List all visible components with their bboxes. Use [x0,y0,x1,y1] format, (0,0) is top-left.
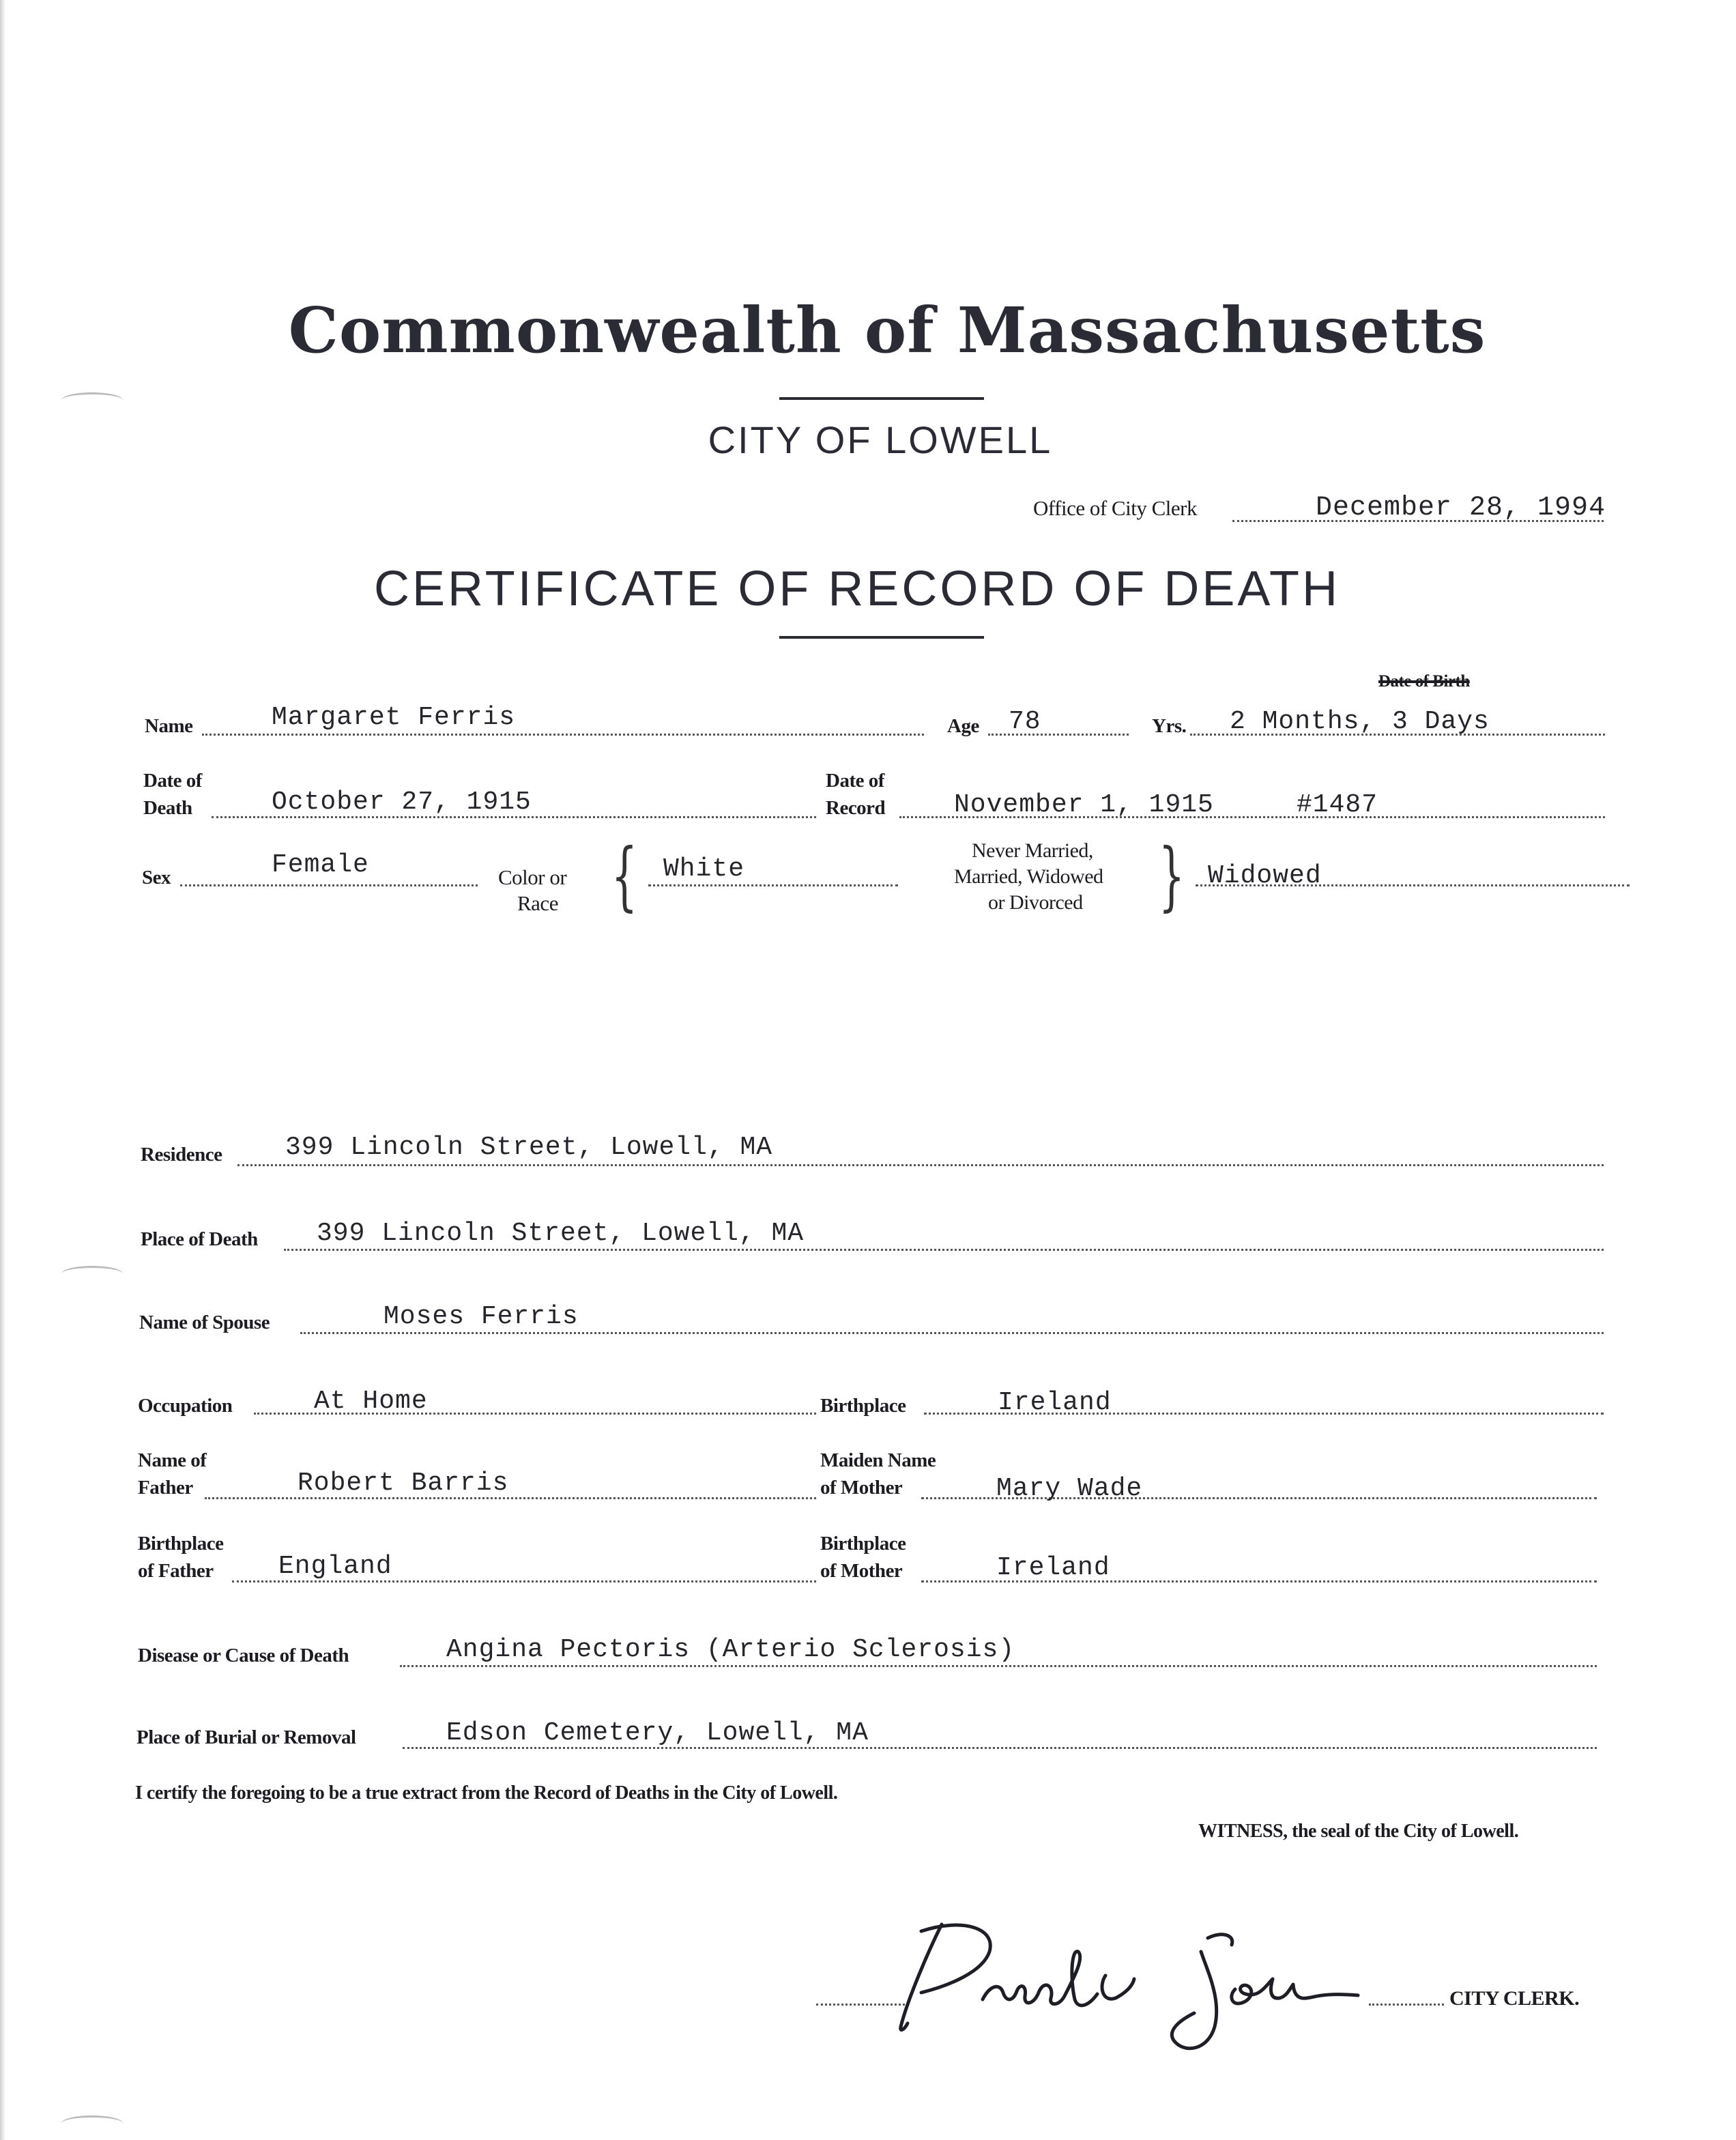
father-birthplace-label-line1: Birthplace [138,1533,224,1555]
mother-birthplace-value: Ireland [996,1553,1110,1582]
age-value: 78 [1009,707,1041,736]
name-value: Margaret Ferris [272,703,516,732]
residence-value: 399 Lincoln Street, Lowell, MA [285,1133,773,1162]
place-of-death-value: 399 Lincoln Street, Lowell, MA [317,1219,805,1248]
residence-label: Residence [141,1144,222,1166]
scan-mark-middle [61,1266,123,1282]
cause-dots [400,1665,1597,1667]
father-birthplace-label-line2: of Father [138,1560,214,1582]
race-brace: { [611,832,638,919]
sex-value: Female [272,850,369,880]
title-rule [779,636,984,639]
scan-mark-bottom [61,2115,123,2131]
office-label: Office of City Clerk [1033,496,1197,520]
death-date-value: October 27, 1915 [272,787,532,817]
header-rule-top [779,397,984,400]
mother-maiden-label-line1: Maiden Name [820,1449,936,1471]
mother-birthplace-label-line1: Birthplace [820,1533,906,1555]
record-date-label-line2: Record [826,797,886,819]
clerk-signature [880,1911,1372,2061]
burial-value: Edson Cemetery, Lowell, MA [446,1718,869,1748]
birthplace-label: Birthplace [820,1395,906,1417]
birthplace-value: Ireland [998,1388,1112,1417]
record-date-label-line1: Date of [826,770,884,792]
city-clerk-label: CITY CLERK. [1449,1987,1580,2010]
spouse-value: Moses Ferris [384,1302,579,1331]
place-of-death-dots [284,1249,1604,1251]
age-label: Age [947,715,979,737]
name-label: Name [145,715,193,737]
mother-maiden-value: Mary Wade [996,1474,1143,1503]
residence-dots [237,1164,1604,1166]
marital-value: Widowed [1208,861,1322,891]
race-label-line1: Color or [498,865,567,889]
scan-mark-top [61,392,123,408]
yrs-label: Yrs. [1152,715,1187,737]
struck-date-of-birth-label: Date of Birth [1378,672,1470,691]
commonwealth-heading: Commonwealth of Massachusetts [288,293,1486,367]
father-birthplace-value: England [278,1552,392,1581]
marital-label-line2: Married, Widowed [954,865,1103,888]
death-date-label-line2: Death [143,797,192,819]
race-dots [648,884,898,886]
sex-label: Sex [142,867,171,888]
mother-maiden-label-line2: of Mother [820,1477,903,1499]
record-number: #1487 [1297,790,1378,820]
sex-dots [180,884,478,886]
death-date-label-line1: Date of [143,770,202,792]
spouse-label: Name of Spouse [139,1312,270,1333]
witness-statement: WITNESS, the seal of the City of Lowell. [1198,1821,1519,1842]
marital-label-line3: or Divorced [988,891,1083,914]
certificate-title: CERTIFICATE OF RECORD OF DEATH [374,562,1341,616]
certify-statement: I certify the foregoing to be a true extract from the Record of Deaths in the City of Lowell. [135,1782,838,1804]
marital-label-line1: Never Married, [972,839,1093,862]
race-label-line2: Race [517,891,558,915]
signature-line-right [1369,2004,1444,2006]
mother-birthplace-label-line2: of Mother [820,1560,903,1582]
spouse-dots [300,1332,1604,1334]
father-label-line2: Father [138,1477,193,1499]
race-value: White [663,854,745,884]
father-dots [205,1497,816,1499]
marital-brace: } [1158,832,1185,919]
office-date: December 28, 1994 [1316,493,1606,523]
burial-label: Place of Burial or Removal [136,1726,356,1748]
record-date-value: November 1, 1915 [954,790,1214,820]
father-label-line1: Name of [138,1449,207,1471]
occupation-label: Occupation [138,1395,233,1417]
name-dots [202,734,924,736]
occupation-value: At Home [314,1387,428,1416]
cause-label: Disease or Cause of Death [138,1645,349,1666]
father-value: Robert Barris [298,1469,509,1498]
yrs-value: 2 Months, 3 Days [1230,707,1490,736]
place-of-death-label: Place of Death [141,1228,258,1250]
city-heading: CITY OF LOWELL [708,418,1053,461]
cause-value: Angina Pectoris (Arterio Sclerosis) [446,1635,1015,1664]
